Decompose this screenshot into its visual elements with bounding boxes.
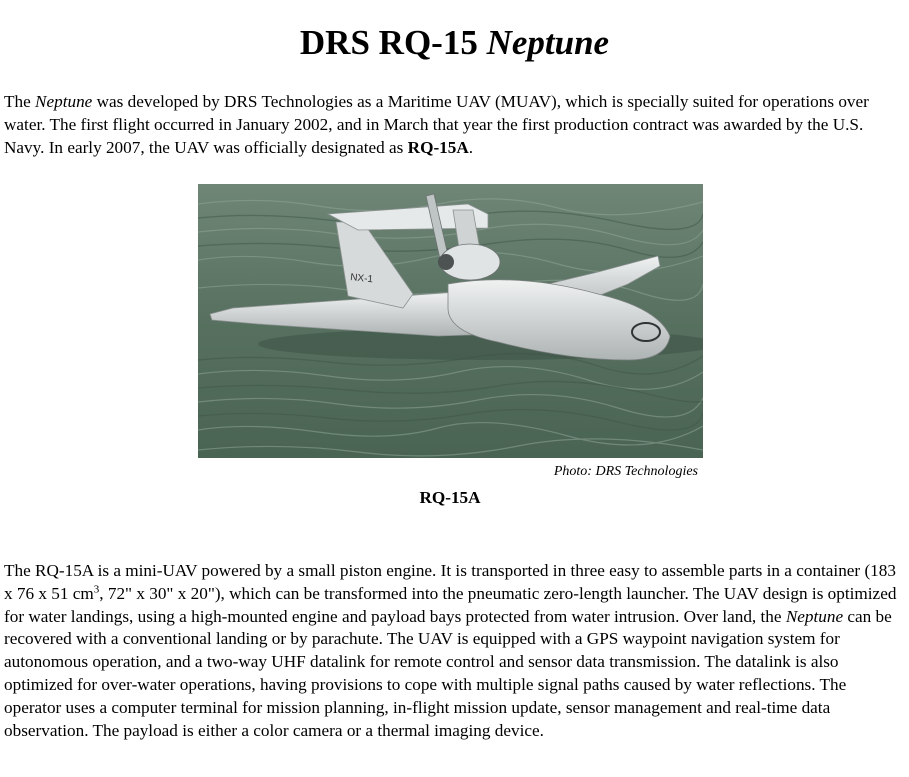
intro-designation: RQ-15A — [407, 138, 469, 157]
page-title — [0, 22, 909, 64]
description-text-3: can be recovered with a conventional landing or by parachute. The UAV is equipped with a GPS waypoint navigation system for autonomous operation, and a two-way UHF datalink for remote control and sensor data transmission. The datalink is also optimized for over-water operations, having provisions to cope with multiple signal paths caused by water reflections. The operator uses a computer terminal for mission planning, in-flight mission update, sensor management and real-time data observation. The payload is either a color camera or a thermal imaging device. — [4, 606, 892, 740]
uav-marking: NX-1 — [349, 272, 374, 286]
description-text-1: The RQ-15A is a mini-UAV powered by a small piston engine. It is transported in three easy to assemble parts in a container (183 x 76 x 51 cm — [4, 561, 896, 603]
intro-neptune: Neptune — [35, 92, 93, 111]
description-text-2: , 72" x 30" x 20"), which can be transformed into the pneumatic zero-length launcher. The UAV design is optimized for water landings, using a high-mounted engine and payload bays protected from water intrusion. Over land, the — [4, 583, 897, 626]
photo-credit: Photo: DRS Technologies — [553, 464, 698, 479]
description-paragraph — [4, 560, 899, 742]
title-prefix: DRS RQ-15 — [299, 23, 487, 62]
intro-text-3: . — [468, 138, 474, 157]
uav-engine-hub — [438, 254, 454, 270]
title-name: Neptune — [486, 23, 610, 62]
description-neptune: Neptune — [785, 606, 844, 626]
uav-photo — [198, 184, 703, 458]
intro-text-2: was developed by DRS Technologies as a Maritime UAV (MUAV), which is specially suited for operations over water. The first flight occurred in January 2002, and in March that year the first production contract was awarded by the U.S. Navy. In early 2007, the UAV was officially designated as — [4, 92, 869, 157]
description-superscript: 3 — [93, 583, 100, 596]
photo-caption: RQ-15A — [419, 488, 481, 507]
intro-text-1: The — [4, 92, 36, 111]
intro-paragraph — [4, 90, 899, 159]
